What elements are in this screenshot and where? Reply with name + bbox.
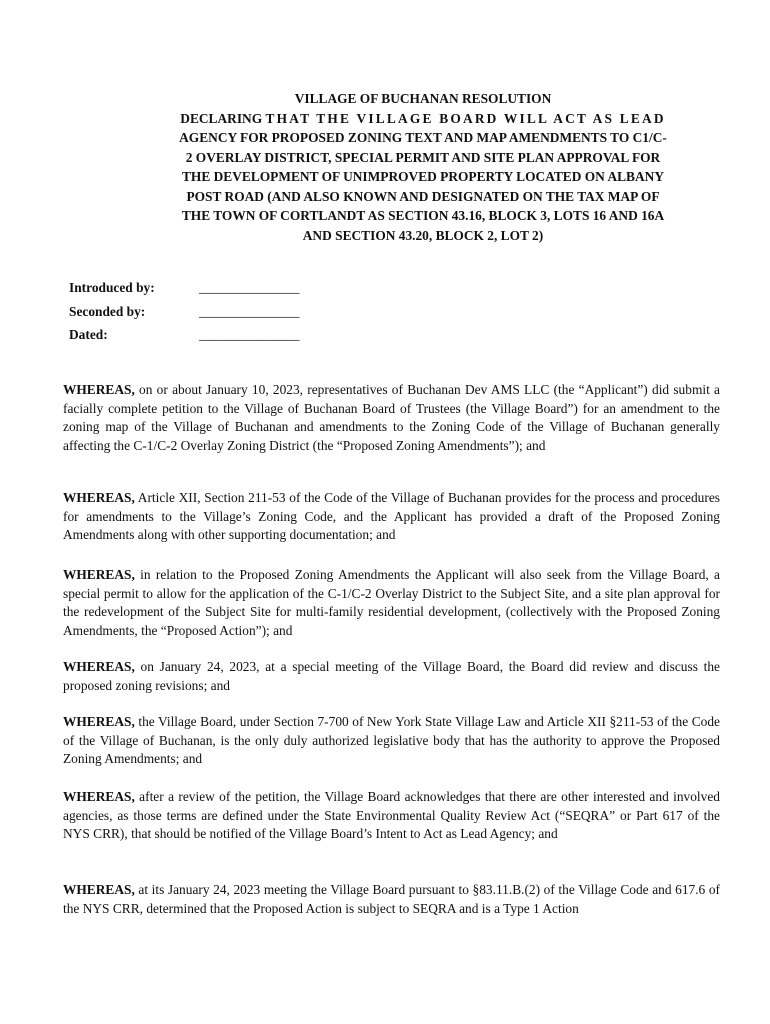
whereas-paragraph (63, 658, 720, 695)
dated-row (69, 327, 299, 351)
introduced-by-blank: _______________ (199, 280, 300, 295)
seconded-by-blank: _______________ (199, 303, 300, 319)
seconded-by-row (69, 304, 299, 328)
whereas-lead: WHEREAS, (63, 789, 135, 804)
whereas-lead: WHEREAS, (63, 882, 135, 897)
whereas-lead: WHEREAS, (63, 714, 135, 729)
whereas-lead: WHEREAS, (63, 567, 135, 582)
paragraph-text: in relation to the Proposed Zoning Amendments the Applicant will also seek from the Village Board, a special permit to allow for the application of the C-1/C-2 Overlay District to the Subject Site, and a site plan approval for the redevelopment of the Subject Site for multi-family residential development, (collectively with the Proposed Zoning Amendments, the “Proposed Action”); and (63, 567, 720, 638)
paragraph-text: the Village Board, under Section 7-700 of New York State Village Law and Article XII §211-53 of the Code of the Village of Buchanan, is the only duly authorized legislative body that has the authority to approve the Proposed Zoning Amendments; and (63, 714, 720, 766)
title-line (110, 109, 736, 129)
title-line: AND SECTION 43.20, BLOCK 2, LOT 2) (302, 227, 544, 243)
title-line: 2 OVERLAY DISTRICT, SPECIAL PERMIT AND SITE PLAN APPROVAL FOR (185, 149, 661, 165)
seconded-by-label: Seconded by: (69, 303, 146, 319)
whereas-paragraph (63, 881, 720, 918)
whereas-lead: WHEREAS, (63, 659, 135, 674)
paragraph-text: on January 24, 2023, at a special meeting of the Village Board, the Board did review and discuss the proposed zoning revisions; and (63, 659, 720, 693)
title-line: VILLAGE OF BUCHANAN RESOLUTION (294, 91, 552, 106)
paragraph-text: after a review of the petition, the Village Board acknowledges that there are other interested and involved agencies, as those terms are defined under the State Environmental Quality Review Act (“SEQRA” or Part 617 of the NYS CRR), that should be notified of the Village Board’s Intent to Act as Lead Agency; and (63, 789, 720, 841)
paragraph-text: at its January 24, 2023 meeting the Village Board pursuant to §83.11.B.(2) of the Village Code and 617.6 of the NYS CRR, determined that the Proposed Action is subject to SEQRA and is a Type 1 Action (63, 882, 720, 916)
introduced-by-row (69, 280, 299, 304)
paragraph-text: Article XII, Section 211-53 of the Code of the Village of Buchanan provides for the process and procedures for amendments to the Village’s Zoning Code, and the Applicant has provided a draft of the Proposed Zoning Amendments along with other supporting documentation; and (63, 490, 720, 542)
whereas-paragraph (63, 566, 720, 640)
resolution-title (110, 89, 736, 245)
title-spaced-text: THAT THE VILLAGE BOARD WILL ACT AS LEAD (265, 110, 666, 126)
title-line: POST ROAD (AND ALSO KNOWN AND DESIGNATED ON THE TAX MAP OF (186, 188, 660, 204)
signature-block (69, 280, 299, 351)
whereas-lead: WHEREAS, (63, 490, 135, 505)
dated-label: Dated: (69, 327, 108, 342)
title-line: AGENCY FOR PROPOSED ZONING TEXT AND MAP AMENDMENTS TO C1/C- (179, 130, 667, 145)
title-line: THE DEVELOPMENT OF UNIMPROVED PROPERTY LOCATED ON ALBANY (182, 169, 664, 184)
whereas-lead: WHEREAS, (63, 382, 135, 397)
introduced-by-label: Introduced by: (69, 280, 155, 295)
whereas-paragraph (63, 713, 720, 769)
dated-blank: _______________ (199, 327, 300, 342)
whereas-paragraph (63, 788, 720, 844)
whereas-paragraph (63, 489, 720, 545)
whereas-paragraph (63, 381, 720, 455)
title-word: DECLARING (180, 110, 263, 126)
paragraph-text: on or about January 10, 2023, representatives of Buchanan Dev AMS LLC (the “Applicant”) did submit a facially complete petition to the Village of Buchanan Board of Trustees (the Village Board”) for an amendment to the zoning map of the Village of Buchanan and amendments to the Zoning Code of the Village of Buchanan generally affecting the C-1/C-2 Overlay Zoning District (the “Proposed Zoning Amendments”); and (63, 382, 720, 453)
title-line: THE TOWN OF CORTLANDT AS SECTION 43.16, BLOCK 3, LOTS 16 AND 16A (181, 208, 665, 223)
